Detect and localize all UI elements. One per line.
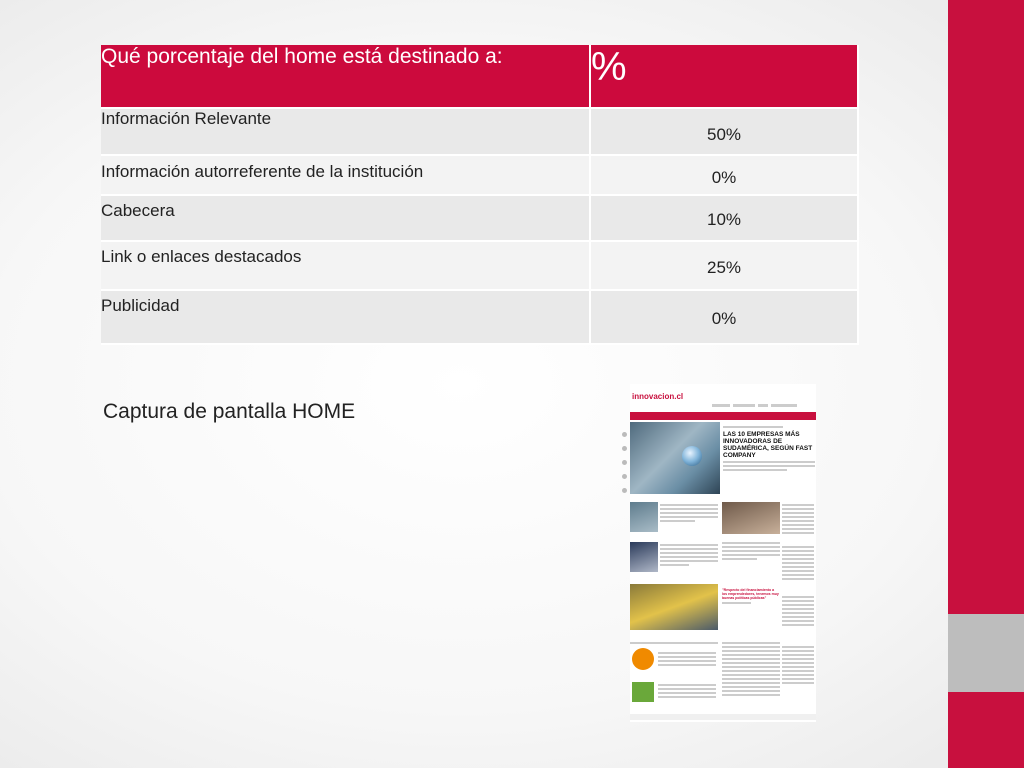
home-screenshot-caption: Captura de pantalla HOME (103, 400, 356, 423)
right-band-gray-block (948, 614, 1024, 692)
row-label: Información autorreferente de la institución (101, 155, 590, 195)
thumbnail-quote-block: "Respecto del financiamiento a los emprendedores, tenemos muy buenas políticas públicas" (722, 588, 780, 604)
thumbnail-section-header (630, 640, 718, 644)
row-value: 50% (590, 108, 858, 155)
thumbnail-article-text (660, 502, 718, 522)
thumbnail-sidebar-list (782, 502, 814, 534)
thumbnail-event-list (722, 640, 780, 696)
row-value: 0% (590, 155, 858, 195)
table-row (101, 241, 858, 290)
thumbnail-headline: LAS 10 EMPRESAS MÁS INNOVADORAS DE SUDAMÉRICA, SEGÚN FAST COMPANY (723, 431, 813, 459)
thumbnail-green-image (632, 682, 654, 702)
table-row (101, 155, 858, 195)
row-value: 10% (590, 195, 858, 241)
right-accent-band (948, 0, 1024, 768)
table-row (101, 290, 858, 344)
percentage-table (101, 45, 859, 345)
thumbnail-sidebar-list (782, 594, 814, 626)
thumbnail-article-image (722, 502, 780, 534)
row-value: 25% (590, 241, 858, 290)
thumbnail-logo: innovacion.cl (632, 392, 684, 401)
thumbnail-orb (682, 446, 702, 466)
thumbnail-share-icons (622, 432, 627, 502)
table-row (101, 195, 858, 241)
row-label: Información Relevante (101, 108, 590, 155)
table-header-percent: % (590, 45, 858, 108)
thumbnail-article-text (658, 650, 716, 666)
thumbnail-article-image (630, 542, 658, 572)
row-label: Cabecera (101, 195, 590, 241)
table-header-row (101, 45, 858, 108)
row-value: 0% (590, 290, 858, 344)
thumbnail-feature-image (630, 584, 718, 630)
row-label: Link o enlaces destacados (101, 241, 590, 290)
thumbnail-article-text (722, 540, 780, 560)
thumbnail-sidebar-list (782, 544, 814, 580)
thumbnail-article-text (658, 682, 716, 698)
table-row (101, 108, 858, 155)
thumbnail-page (630, 384, 816, 722)
thumbnail-hero-image (630, 422, 720, 494)
thumbnail-footer (630, 714, 816, 720)
table-header-question: Qué porcentaje del home está destinado a: (101, 45, 590, 108)
thumbnail-hero-text (723, 424, 815, 471)
thumbnail-menu-bar (630, 412, 816, 420)
thumbnail-top-nav (712, 394, 812, 398)
thumbnail-sidebar-list (782, 644, 814, 684)
thumbnail-orange-icon (632, 648, 654, 670)
home-screenshot-thumbnail (586, 372, 818, 724)
thumbnail-article-text (660, 542, 718, 566)
thumbnail-article-image (630, 502, 658, 532)
row-label: Publicidad (101, 290, 590, 344)
